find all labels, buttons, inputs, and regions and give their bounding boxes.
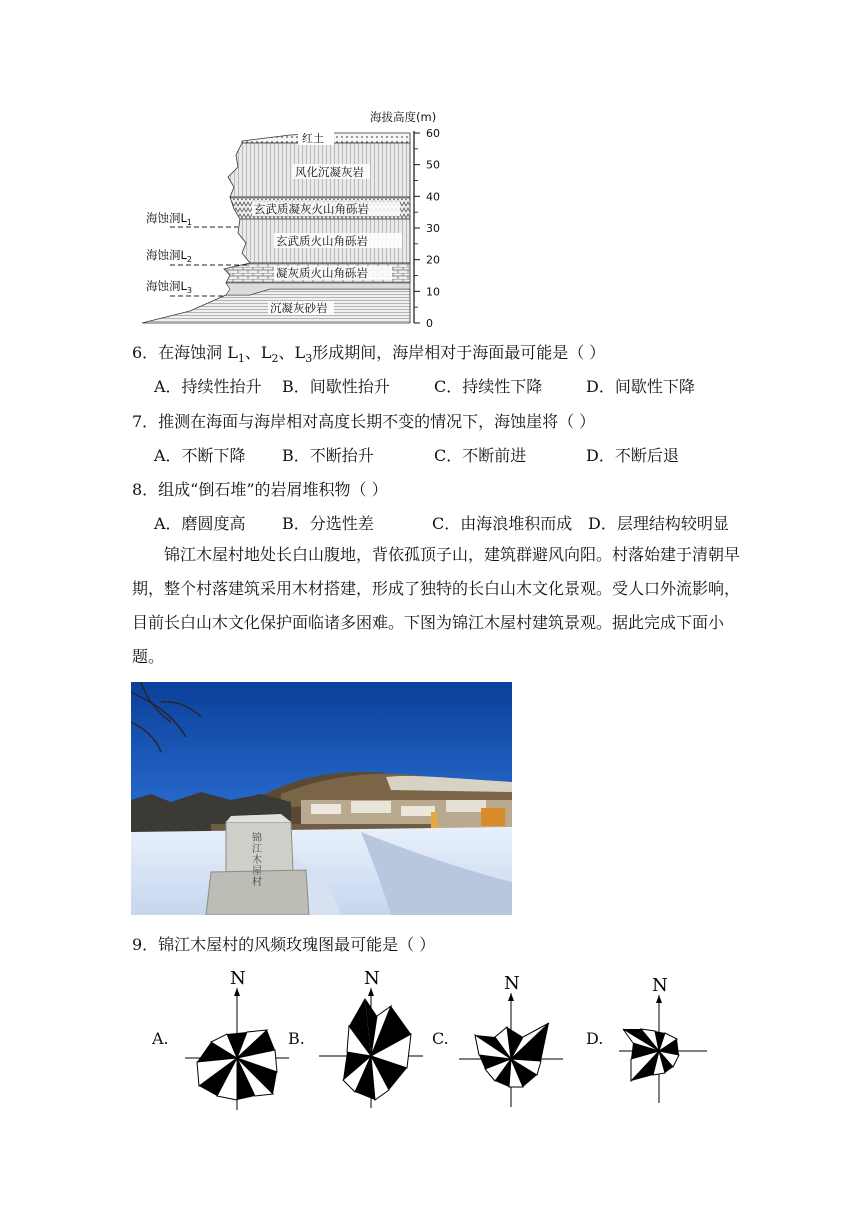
axis-tick-label: 40 [426,190,440,204]
wind-rose-b-north: N [364,968,380,989]
question-9-stem: 9．锦江木屋村的风频玫瑰图最可能是（ ） [132,935,436,954]
q7-option-b[interactable]: B．不断抬升 [282,446,374,465]
wind-rose-b[interactable] [316,968,426,1113]
q9-option-d-label[interactable]: D. [586,1029,604,1048]
question-8-stem: 8．组成“倒石堆”的岩屑堆积物（ ） [132,480,388,499]
q9-option-c-label[interactable]: C. [432,1029,449,1048]
strata-figure [130,105,460,330]
cave-label-2: 海蚀洞$L_2$ [146,248,193,264]
q6-option-a[interactable]: A．持续性抬升 [154,377,262,396]
axis-title: 海拔高度(m) [370,110,437,124]
layer-label-weathered-tuff: 风化沉凝灰岩 [295,165,364,179]
axis-tick-label: 50 [426,158,440,172]
q8-option-b[interactable]: B．分选性差 [282,514,374,533]
layer-label-red-soil: 红土 [302,132,324,145]
q8-option-a[interactable]: A．磨圆度高 [154,514,246,533]
passage-paragraph: 锦江木屋村地处长白山腹地，背依孤顶子山，建筑群避风向阳。村落始建于清朝早期，整个村落建筑采用木材搭建，形成了独特的长白山木文化景观。受人口外流影响，目前长白山木文化保护面临诸多困难。下图为锦江木屋村建筑景观。据此完成下面小题。 [132,545,741,666]
layer-label-basaltic-tuff-breccia: 玄武质凝灰火山角砾岩 [254,202,369,216]
cave-label-3: 海蚀洞$L_3$ [146,279,193,295]
layer-label-tuffaceous-breccia: 凝灰质火山角砾岩 [276,266,368,280]
village-photo [131,682,512,915]
wind-rose-a-north: N [230,968,246,989]
question-6-stem: 6．在海蚀洞 $L_1$、$L_2$、$L_3$形成期间，海岸相对于海面最可能是（ ） [132,343,606,366]
q9-option-b-label[interactable]: B. [288,1029,305,1048]
axis-tick-label: 60 [426,127,440,140]
axis-tick-label: 0 [426,317,433,330]
stone-inscription: 锦江木屋村 [249,832,261,887]
q9-option-a-label[interactable]: A. [152,1029,169,1048]
question-7-stem: 7．推测在海面与海岸相对高度长期不变的情况下，海蚀崖将（ ） [132,412,596,431]
axis-tick-label: 30 [426,222,440,235]
layer-label-basaltic-breccia: 玄武质火山角砾岩 [276,234,368,248]
q8-option-c[interactable]: C．由海浪堆积而成 [432,514,573,533]
wind-rose-d[interactable] [604,975,714,1110]
axis-tick-label: 20 [426,253,440,267]
q7-option-c[interactable]: C．不断前进 [434,446,527,465]
wind-rose-c-north: N [504,973,520,994]
q6-option-d[interactable]: D．间歇性下降 [586,377,695,396]
wind-rose-d-north: N [652,975,668,996]
q6-option-b[interactable]: B．间歇性抬升 [282,377,390,396]
q6-option-c[interactable]: C．持续性下降 [434,377,543,396]
cave-label-1: 海蚀洞$L_1$ [146,211,193,227]
q8-option-d[interactable]: D．层理结构较明显 [588,514,729,533]
layer-label-tuff-sandstone: 沉凝灰砂岩 [270,301,328,315]
axis-tick-label: 10 [426,285,440,299]
wind-rose-c[interactable] [456,973,566,1113]
q7-option-a[interactable]: A．不断下降 [154,446,246,465]
wind-rose-a[interactable] [182,965,292,1115]
q7-option-d[interactable]: D．不断后退 [586,446,679,465]
